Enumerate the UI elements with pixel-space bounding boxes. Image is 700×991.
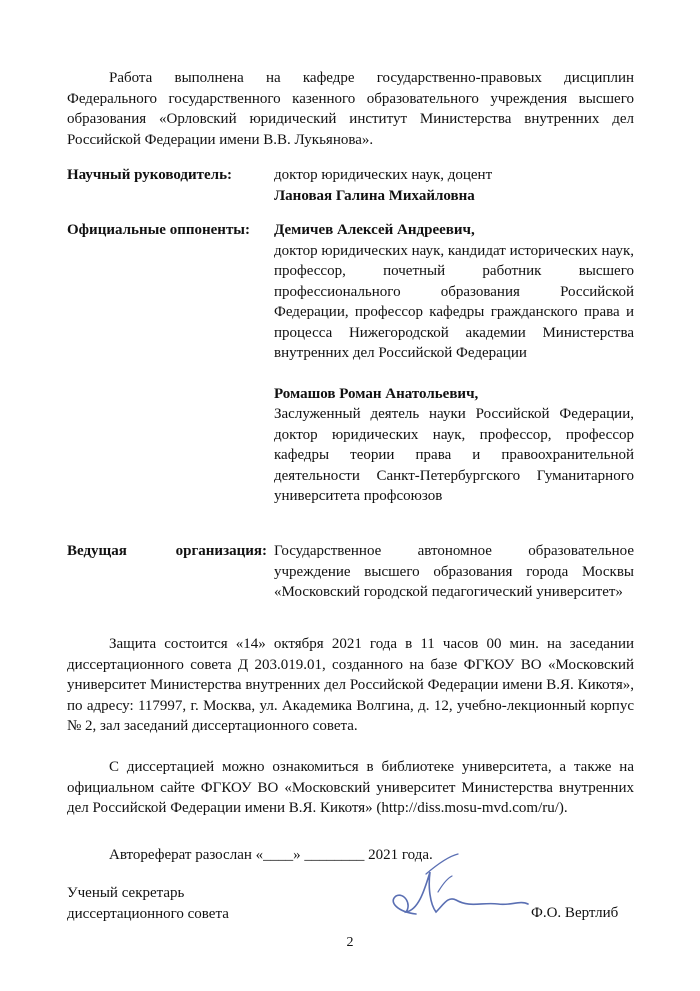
opponent-1-desc: доктор юридических наук, кандидат исторических наук, профессор, почетный работник высшего профессионального образования Российской Федерации, профессор кафедры гражданского права и процесса Нижегородской академии Министерства внутренних дел Российской Федерации xyxy=(274,242,634,361)
lead-org-label-word1: Ведущая xyxy=(67,543,127,559)
opponent-2-name: Ромашов Роман Анатольевич, xyxy=(274,385,479,402)
opponent-2-desc: Заслуженный деятель науки Российской Федерации, доктор юридических наук, профессор, профессор кафедры теории права и правоохранительной деятельности Санкт-Петербургского Гуманитарного университета профсоюзов xyxy=(274,406,634,504)
supervisor-name: Лановая Галина Михайловна xyxy=(274,187,475,204)
opponents-value xyxy=(274,220,634,507)
supervisor-label: Научный руководитель: xyxy=(67,167,232,183)
lead-org-block xyxy=(67,541,634,625)
secretary-line-1: Ученый секретарь xyxy=(67,885,185,901)
supervisor-value xyxy=(274,165,634,206)
secretary-title xyxy=(67,883,229,924)
intro-paragraph: Работа выполнена на кафедре государственно-правовых дисциплин Федерального государственного казенного образовательного учреждения высшего образования «Орловский юридический институт Министерства внутренних дел Российской Федерации имени В.В. Лукьянова». xyxy=(67,70,634,148)
secretary-line-2: диссертационного совета xyxy=(67,905,229,922)
opponents-label: Официальные оппоненты: xyxy=(67,222,251,238)
lead-org-text: Государственное автономное образовательное учреждение высшего образования города Москвы «Московский городской педагогический университет» xyxy=(274,543,634,600)
library-paragraph: С диссертацией можно ознакомиться в библиотеке университета, а также на официальном сайте ФГКОУ ВО «Московский университет Министерства внутренних дел Российской Федерации имени В.Я. Кикотя» (http://diss.mosu-mvd.com/ru/). xyxy=(67,759,634,816)
defense-paragraph: Защита состоится «14» октября 2021 года в 11 часов 00 мин. на заседании диссертационного совета Д 203.019.01, созданного на базе ФГКОУ ВО «Московский университет Министерства внутренних дел Российской Федерации имени В.Я. Кикотя», по адресу: 117997, г. Москва, ул. Академика Волгина, д. 12, учебно-лекционный корпус № 2, зал заседаний диссертационного совета. xyxy=(67,636,634,734)
opponent-1-name: Демичев Алексей Андреевич, xyxy=(274,222,475,238)
opponents-block xyxy=(67,220,634,520)
supervisor-block xyxy=(67,165,634,207)
supervisor-degree: доктор юридических наук, доцент xyxy=(274,167,493,183)
sent-line: Автореферат разослан «____» ________ 2021 года. xyxy=(109,847,433,863)
secretary-name: Ф.О. Вертлиб xyxy=(531,905,619,921)
signature-image xyxy=(378,852,538,932)
lead-org-label-word2: организация: xyxy=(175,543,267,559)
lead-org-label xyxy=(67,541,267,562)
page-number: 2 xyxy=(346,935,354,950)
